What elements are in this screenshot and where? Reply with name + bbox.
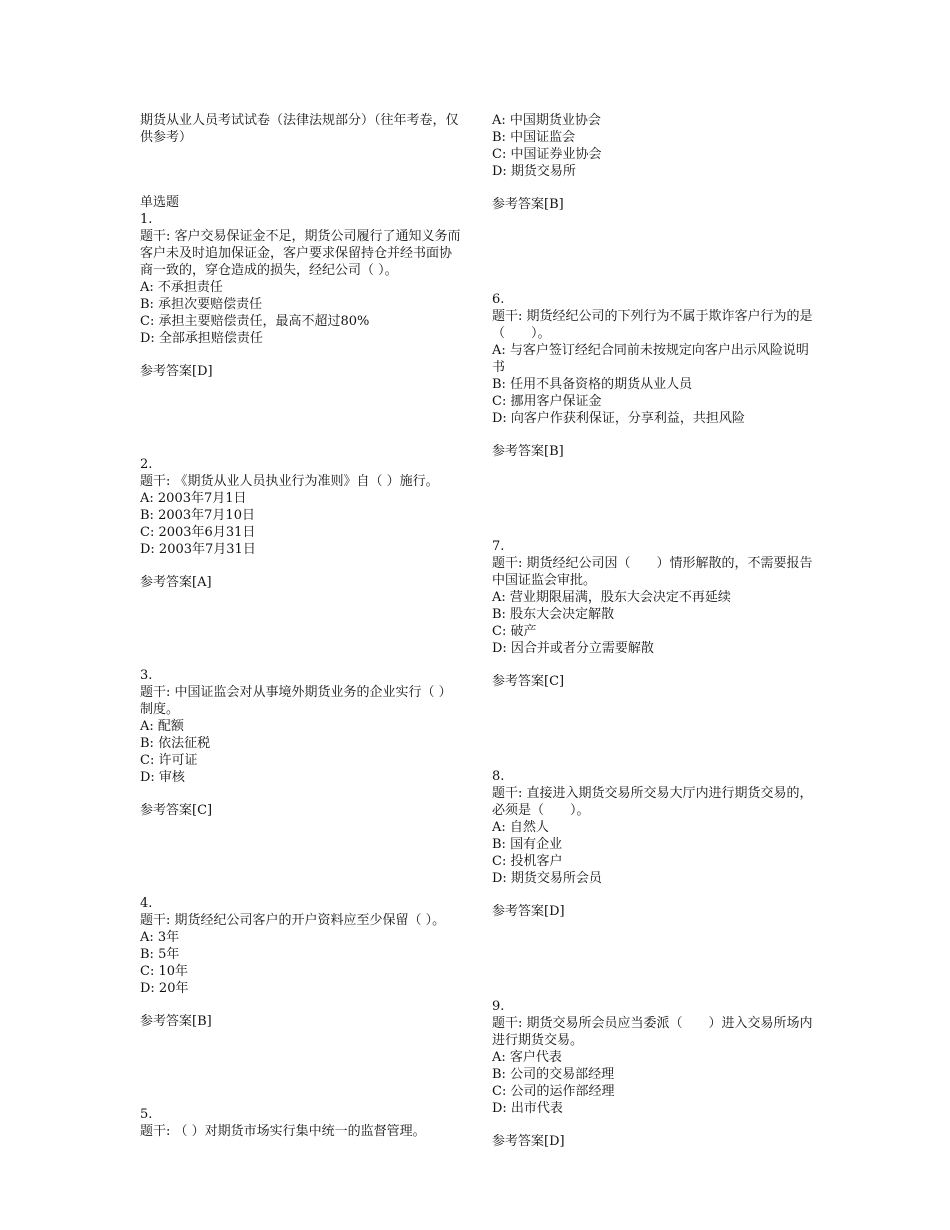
reference-answer: 参考答案[C] <box>492 674 565 689</box>
question-5-options-part <box>492 112 814 213</box>
option-a: A: 客户代表 <box>492 1050 562 1065</box>
option-b: B: 股东大会决定解散 <box>492 607 615 622</box>
option-a: A: 2003年7月1日 <box>140 491 247 506</box>
option-a: A: 自然人 <box>492 820 549 835</box>
option-c: C: 挪用客户保证金 <box>492 394 602 409</box>
option-c: C: 投机客户 <box>492 854 563 869</box>
option-a: A: 与客户签订经纪合同前未按规定向客户出示风险说明书 <box>492 343 809 375</box>
reference-answer: 参考答案[D] <box>140 364 213 379</box>
reference-answer: 参考答案[B] <box>140 1014 212 1029</box>
question-5-stem-part <box>140 1106 462 1140</box>
question-stem: 题干: 直接进入期货交易所交易大厅内进行期货交易的，必须是（ ）。 <box>492 786 813 818</box>
question-number: 2. <box>140 457 153 472</box>
option-a: A: 中国期货业协会 <box>492 113 601 128</box>
question-number: 7. <box>492 539 505 554</box>
question-2 <box>140 456 462 591</box>
option-b: B: 5年 <box>140 947 180 962</box>
question-number: 6. <box>492 292 505 307</box>
question-number: 3. <box>140 668 153 683</box>
option-d: D: 出市代表 <box>492 1101 563 1116</box>
question-stem: 题干: 期货经纪公司的下列行为不属于欺诈客户行为的是（ ）。 <box>492 309 813 341</box>
question-number: 4. <box>140 896 153 911</box>
option-c: C: 承担主要赔偿责任，最高不超过80% <box>140 314 370 329</box>
option-c: C: 10年 <box>140 964 189 979</box>
option-d: D: 因合并或者分立需要解散 <box>492 641 654 656</box>
option-c: C: 公司的运作部经理 <box>492 1084 615 1099</box>
option-d: D: 期货交易所 <box>492 164 576 179</box>
question-stem: 题干: 客户交易保证金不足，期货公司履行了通知义务而客户未及时追加保证金，客户要求保留持仓并经书面协商一致的，穿仓造成的损失，经纪公司（ ）。 <box>140 229 461 278</box>
option-b: B: 2003年7月10日 <box>140 508 255 523</box>
question-8 <box>492 768 814 920</box>
option-d: D: 向客户作获利保证，分享利益，共担风险 <box>492 411 745 426</box>
question-9 <box>492 998 814 1150</box>
question-stem: 题干: 期货经纪公司因（ ）情形解散的，不需要报告中国证监会审批。 <box>492 556 813 588</box>
question-3 <box>140 667 462 819</box>
question-number: 5. <box>140 1107 153 1122</box>
left-column <box>140 112 462 1140</box>
reference-answer: 参考答案[D] <box>492 1134 565 1149</box>
reference-answer: 参考答案[A] <box>140 575 212 590</box>
option-b: B: 依法征税 <box>140 736 211 751</box>
question-6 <box>492 291 814 460</box>
option-d: D: 2003年7月31日 <box>140 542 256 557</box>
option-c: C: 许可证 <box>140 753 198 768</box>
question-number: 8. <box>492 769 505 784</box>
option-b: B: 中国证监会 <box>492 130 576 145</box>
reference-answer: 参考答案[B] <box>492 197 564 212</box>
option-c: C: 2003年6月31日 <box>140 525 256 540</box>
reference-answer: 参考答案[C] <box>140 803 213 818</box>
option-c: C: 中国证券业协会 <box>492 147 602 162</box>
reference-answer: 参考答案[D] <box>492 904 565 919</box>
option-a: A: 配额 <box>140 719 184 734</box>
question-number: 1. <box>140 212 153 227</box>
question-stem: 题干: （ ）对期货市场实行集中统一的监督管理。 <box>140 1124 426 1139</box>
question-4 <box>140 895 462 1030</box>
option-a: A: 不承担责任 <box>140 280 223 295</box>
option-b: B: 任用不具备资格的期货从业人员 <box>492 377 693 392</box>
option-d: D: 20年 <box>140 981 189 996</box>
option-b: B: 国有企业 <box>492 837 563 852</box>
option-a: A: 3年 <box>140 930 180 945</box>
question-stem: 题干: 期货经纪公司客户的开户资料应至少保留（ ）。 <box>140 913 446 928</box>
option-b: B: 公司的交易部经理 <box>492 1067 615 1082</box>
document-title: 期货从业人员考试试卷（法律法规部分）（往年考卷，仅供参考） <box>140 113 459 145</box>
question-stem: 题干: 中国证监会对从事境外期货业务的企业实行（ ）制度。 <box>140 685 452 717</box>
question-stem: 题干: 期货交易所会员应当委派（ ）进入交易所场内进行期货交易。 <box>492 1016 813 1048</box>
option-c: C: 破产 <box>492 624 537 639</box>
option-b: B: 承担次要赔偿责任 <box>140 297 263 312</box>
question-number: 9. <box>492 999 505 1014</box>
question-1 <box>140 211 462 380</box>
option-d: D: 期货交易所会员 <box>492 871 602 886</box>
question-stem: 题干: 《期货从业人员执业行为准则》自（ ）施行。 <box>140 474 439 489</box>
section-title: 单选题 <box>140 195 180 210</box>
option-a: A: 营业期限届满，股东大会决定不再延续 <box>492 590 731 605</box>
question-7 <box>492 538 814 690</box>
reference-answer: 参考答案[B] <box>492 444 564 459</box>
option-d: D: 全部承担赔偿责任 <box>140 331 263 346</box>
option-d: D: 审核 <box>140 770 185 785</box>
right-column <box>492 112 814 1150</box>
